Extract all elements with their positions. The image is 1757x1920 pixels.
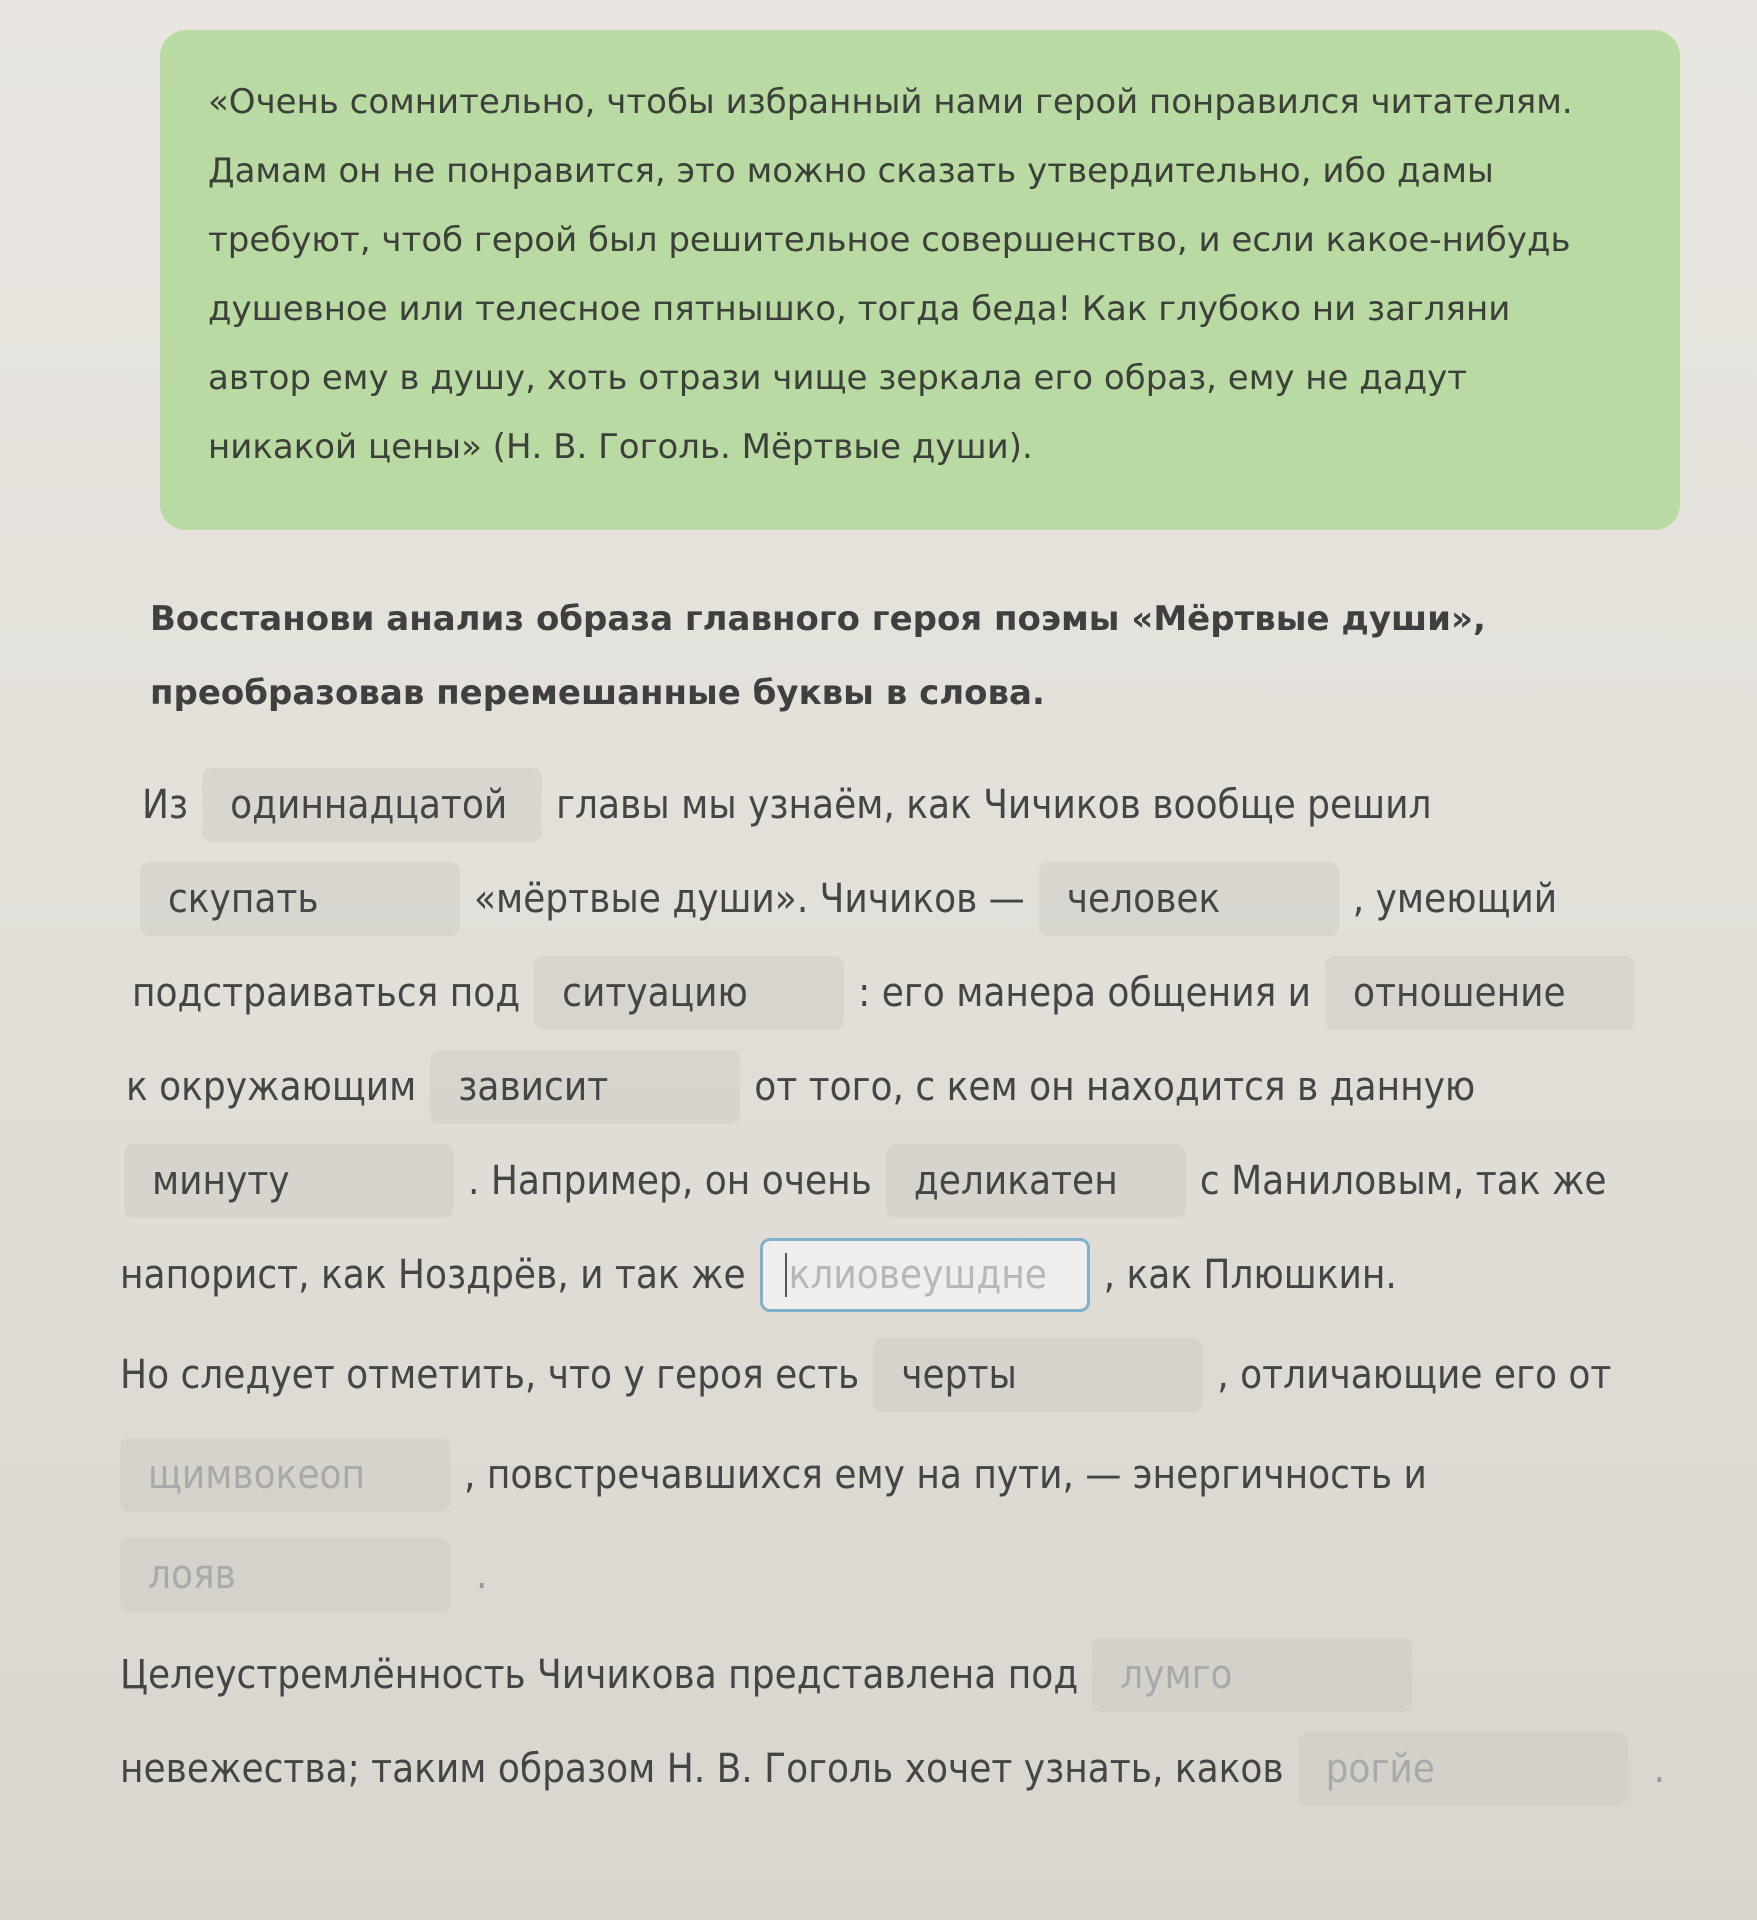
exercise-text-fragment: . <box>1653 1746 1666 1792</box>
task-heading-line: Восстанови анализ образа главного героя поэмы «Мёртвые души», <box>150 599 1486 639</box>
task-heading-line: преобразовав перемешанные буквы в слова. <box>150 673 1045 713</box>
exercise-text <box>120 758 1700 1816</box>
exercise-text-fragment: к окружающим <box>126 1064 417 1110</box>
exercise-text-fragment: , как Плюшкин. <box>1103 1252 1397 1298</box>
answer-slot-empty[interactable]: лумго <box>1092 1638 1412 1712</box>
exercise-text-fragment: «мёртвые души». Чичиков — <box>474 876 1025 922</box>
exercise-line <box>120 946 1700 1040</box>
exercise-line <box>120 1528 1700 1622</box>
answer-slot-filled[interactable]: черты <box>873 1338 1203 1412</box>
answer-slot-empty[interactable]: рогйе <box>1298 1732 1628 1806</box>
exercise-text-fragment: , умеющий <box>1352 876 1558 922</box>
quote-line: «Очень сомнительно, чтобы избранный нами герой понравился читателям. <box>208 82 1573 122</box>
exercise-text-fragment: : его манера общения и <box>858 970 1312 1016</box>
quote-text <box>208 68 1636 482</box>
quote-line: автор ему в душу, хоть отрази чище зеркала его образ, ему не дадут <box>208 358 1468 398</box>
answer-slot-filled[interactable]: одиннадцатой <box>202 768 542 842</box>
exercise-text-fragment: главы мы узнаём, как Чичиков вообще решил <box>556 782 1432 828</box>
exercise-text-fragment: Целеустремлённость Чичикова представлена под <box>120 1652 1079 1698</box>
answer-input-active[interactable] <box>760 1238 1090 1312</box>
text-cursor <box>785 1253 787 1297</box>
quote-line: Дамам он не понравится, это можно сказать утвердительно, ибо дамы <box>208 151 1494 191</box>
exercise-text-fragment: . <box>476 1552 488 1598</box>
exercise-text-fragment: , отличающие его от <box>1217 1352 1612 1398</box>
exercise-line <box>120 1040 1700 1134</box>
answer-slot-filled[interactable]: ситуацию <box>534 956 844 1030</box>
answer-slot-filled[interactable]: минуту <box>124 1144 454 1218</box>
answer-slot-filled[interactable]: деликатен <box>886 1144 1186 1218</box>
exercise-text-fragment: , повстречавшихся ему на пути, — энергичность и <box>464 1452 1427 1498</box>
exercise-line <box>120 1722 1700 1816</box>
answer-slot-filled[interactable]: скупать <box>140 862 460 936</box>
exercise-text-fragment: невежества; таким образом Н. В. Гоголь хочет узнать, каков <box>120 1746 1284 1792</box>
task-heading <box>150 582 1570 730</box>
quote-line: требуют, чтоб герой был решительное совершенство, и если какое-нибудь <box>208 220 1571 260</box>
answer-slot-filled[interactable]: человек <box>1039 862 1339 936</box>
quote-line: никакой цены» (Н. В. Гоголь. Мёртвые души). <box>208 427 1033 467</box>
answer-input-scrambled-letters: клиовеушдне <box>788 1252 1047 1298</box>
exercise-text-fragment: от того, с кем он находится в данную <box>754 1064 1476 1110</box>
exercise-text-fragment: Из <box>142 782 189 828</box>
quote-line: душевное или телесное пятнышко, тогда беда! Как глубоко ни загляни <box>208 289 1511 329</box>
exercise-line <box>120 1428 1700 1522</box>
exercise-line <box>120 758 1700 852</box>
exercise-line <box>120 1628 1700 1722</box>
exercise-line <box>120 852 1700 946</box>
answer-slot-empty[interactable]: щимвокеоп <box>120 1438 450 1512</box>
answer-slot-empty[interactable]: лояв <box>120 1538 450 1612</box>
answer-slot-filled[interactable]: зависит <box>430 1050 740 1124</box>
exercise-text-fragment: с Маниловым, так же <box>1199 1158 1607 1204</box>
exercise-line <box>120 1134 1700 1228</box>
exercise-text-fragment: напорист, как Ноздрёв, и так же <box>120 1252 746 1298</box>
exercise-text-fragment: подстраиваться под <box>132 970 521 1016</box>
exercise-line <box>120 1228 1700 1322</box>
answer-slot-filled[interactable]: отношение <box>1325 956 1635 1030</box>
exercise-line <box>120 1328 1700 1422</box>
exercise-text-fragment: Но следует отметить, что у героя есть <box>120 1352 860 1398</box>
exercise-text-fragment: . Например, он очень <box>468 1158 872 1204</box>
quote-card <box>160 30 1680 530</box>
